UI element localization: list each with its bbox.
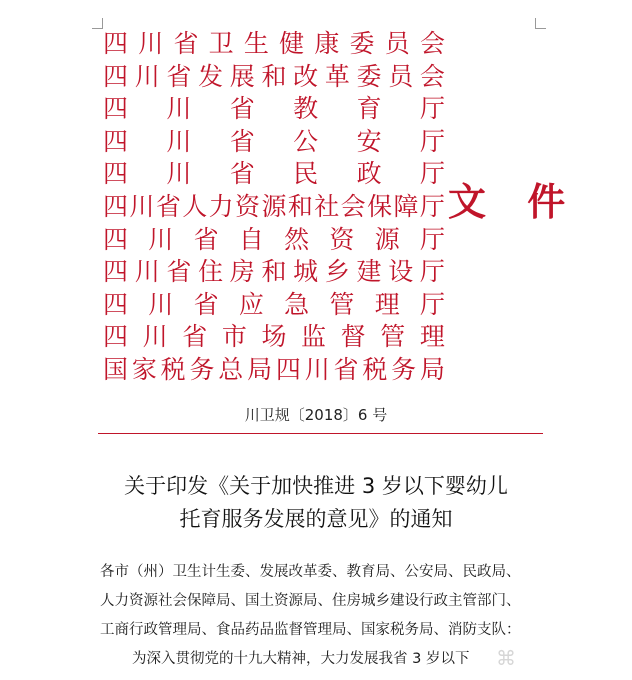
issuer-char: 省 bbox=[182, 322, 208, 352]
watermark-logo: ⌘ bbox=[496, 646, 516, 670]
title-line-1: 关于印发《关于加快推进 3 岁以下婴幼儿 bbox=[124, 474, 508, 498]
issuer-char: 厅 bbox=[419, 289, 445, 319]
issuer-char: 健 bbox=[279, 29, 305, 58]
issuer-char: 川 bbox=[142, 322, 168, 352]
issuer-char: 教 bbox=[293, 94, 319, 124]
issuer-char: 家 bbox=[131, 354, 157, 384]
issuer-char: 省 bbox=[229, 159, 255, 189]
issuer-row bbox=[103, 289, 445, 322]
issuer-char: 员 bbox=[384, 29, 410, 58]
issuer-char: 四 bbox=[103, 159, 129, 189]
issuer-char: 康 bbox=[314, 29, 340, 58]
issuer-char: 局 bbox=[419, 354, 445, 384]
issuer-char: 税 bbox=[160, 354, 186, 384]
issuer-row bbox=[103, 256, 445, 289]
issuer-char: 委 bbox=[349, 29, 375, 58]
issuer-row bbox=[103, 61, 445, 94]
issuer-char: 厅 bbox=[419, 94, 445, 124]
issuer-char: 川 bbox=[134, 61, 160, 91]
issuer-char: 四 bbox=[103, 29, 129, 58]
issuer-char: 自 bbox=[238, 224, 264, 254]
issuer-char: 源 bbox=[261, 191, 287, 221]
issuer-char: 务 bbox=[189, 354, 215, 384]
issuer-char: 会 bbox=[419, 29, 445, 58]
issuer-char: 厅 bbox=[419, 257, 445, 287]
issuer-char: 理 bbox=[374, 289, 400, 319]
issuer-char: 务 bbox=[391, 354, 417, 384]
issuer-char: 社 bbox=[314, 191, 340, 221]
crop-mark-left bbox=[92, 18, 103, 29]
issuer-char: 总 bbox=[218, 354, 244, 384]
issuer-char: 资 bbox=[235, 191, 261, 221]
issuer-char: 改 bbox=[293, 61, 319, 91]
issuer-char: 展 bbox=[229, 61, 255, 91]
issuer-char: 然 bbox=[284, 224, 310, 254]
issuer-char: 省 bbox=[155, 191, 181, 221]
issuer-char: 会 bbox=[419, 61, 445, 91]
issuer-char: 局 bbox=[247, 354, 273, 384]
issuer-char: 会 bbox=[340, 191, 366, 221]
issuer-char: 委 bbox=[356, 61, 382, 91]
issuer-row bbox=[103, 28, 445, 61]
document-title bbox=[0, 470, 632, 536]
issuer-char: 川 bbox=[166, 159, 192, 189]
body-line: 为深入贯彻党的十九大精神，大力发展我省 3 岁以下 bbox=[132, 651, 470, 667]
body-line: 工商行政管理局、食品药品监督管理局、国家税务局、消防支队： bbox=[100, 622, 521, 638]
issuer-char: 和 bbox=[261, 61, 287, 91]
issuer-row bbox=[103, 354, 445, 387]
issuer-char: 城 bbox=[293, 257, 319, 287]
issuer-char: 国 bbox=[103, 354, 129, 384]
issuer-char: 育 bbox=[356, 94, 382, 124]
issuer-char: 四 bbox=[103, 322, 129, 352]
issuer-row bbox=[103, 126, 445, 159]
issuer-char: 税 bbox=[362, 354, 388, 384]
document-body bbox=[100, 558, 540, 674]
issuer-char: 力 bbox=[208, 191, 234, 221]
issuer-char: 保 bbox=[367, 191, 393, 221]
issuer-char: 设 bbox=[388, 257, 414, 287]
issuer-char: 省 bbox=[333, 354, 359, 384]
issuer-char: 督 bbox=[340, 322, 366, 352]
issuer-char: 四 bbox=[103, 61, 129, 91]
issuer-char: 管 bbox=[380, 322, 406, 352]
issuer-char: 厅 bbox=[419, 159, 445, 189]
issuer-char: 卫 bbox=[208, 29, 234, 58]
issuer-char: 省 bbox=[229, 126, 255, 156]
issuer-char: 四 bbox=[103, 94, 129, 124]
issuer-char: 四 bbox=[103, 289, 129, 319]
issuer-char: 四 bbox=[103, 257, 129, 287]
red-divider-line bbox=[98, 433, 543, 434]
issuer-char: 市 bbox=[221, 322, 247, 352]
issuer-char: 民 bbox=[293, 159, 319, 189]
issuer-char: 省 bbox=[229, 94, 255, 124]
issuer-char: 省 bbox=[193, 289, 219, 319]
issuer-char: 管 bbox=[329, 289, 355, 319]
issuer-char: 川 bbox=[129, 191, 155, 221]
issuer-char: 省 bbox=[166, 257, 192, 287]
issuer-char: 建 bbox=[356, 257, 382, 287]
issuer-row bbox=[103, 224, 445, 257]
document-number: 川卫规〔2018〕6 号 bbox=[244, 406, 388, 424]
issuer-char: 川 bbox=[134, 257, 160, 287]
issuer-char: 四 bbox=[103, 126, 129, 156]
issuer-char: 监 bbox=[301, 322, 327, 352]
issuer-row bbox=[103, 158, 445, 191]
issuer-char: 公 bbox=[293, 126, 319, 156]
issuer-char: 场 bbox=[261, 322, 287, 352]
issuer-char: 安 bbox=[356, 126, 382, 156]
issuer-row bbox=[103, 321, 445, 354]
issuer-char: 川 bbox=[304, 354, 330, 384]
issuer-char: 源 bbox=[374, 224, 400, 254]
issuer-char: 厅 bbox=[419, 126, 445, 156]
issuer-char: 川 bbox=[166, 126, 192, 156]
issuer-char: 四 bbox=[103, 191, 129, 221]
issuer-char: 四 bbox=[103, 224, 129, 254]
issuer-char: 省 bbox=[166, 61, 192, 91]
issuer-char: 厅 bbox=[419, 191, 445, 221]
issuer-char: 省 bbox=[193, 224, 219, 254]
issuer-char: 省 bbox=[173, 29, 199, 58]
issuer-char: 和 bbox=[287, 191, 313, 221]
crop-mark-right bbox=[535, 18, 546, 29]
issuer-char: 人 bbox=[182, 191, 208, 221]
body-line: 各市（州）卫生计生委、发展改革委、教育局、公安局、民政局、 bbox=[100, 564, 521, 580]
document-type-label: 文 件 bbox=[448, 179, 580, 224]
issuer-char: 乡 bbox=[324, 257, 350, 287]
issuer-char: 川 bbox=[166, 94, 192, 124]
title-line-2: 托育服务发展的意见》的通知 bbox=[179, 507, 453, 531]
issuer-char: 员 bbox=[388, 61, 414, 91]
issuer-char: 和 bbox=[261, 257, 287, 287]
issuer-char: 四 bbox=[275, 354, 301, 384]
issuer-char: 应 bbox=[238, 289, 264, 319]
issuer-char: 障 bbox=[393, 191, 419, 221]
issuer-char: 急 bbox=[284, 289, 310, 319]
issuer-char: 川 bbox=[138, 29, 164, 58]
issuer-char: 住 bbox=[198, 257, 224, 287]
issuer-char: 理 bbox=[419, 322, 445, 352]
issuer-char: 房 bbox=[229, 257, 255, 287]
issuer-row bbox=[103, 93, 445, 126]
issuer-char: 资 bbox=[329, 224, 355, 254]
issuer-row bbox=[103, 191, 445, 224]
issuer-char: 政 bbox=[356, 159, 382, 189]
issuing-agencies bbox=[103, 28, 445, 387]
issuer-char: 生 bbox=[243, 29, 269, 58]
issuer-char: 发 bbox=[198, 61, 224, 91]
body-line: 人力资源社会保障局、国土资源局、住房城乡建设行政主管部门、 bbox=[100, 593, 521, 609]
issuer-char: 革 bbox=[324, 61, 350, 91]
issuer-char: 川 bbox=[148, 289, 174, 319]
issuer-char: 川 bbox=[148, 224, 174, 254]
issuer-char: 厅 bbox=[419, 224, 445, 254]
